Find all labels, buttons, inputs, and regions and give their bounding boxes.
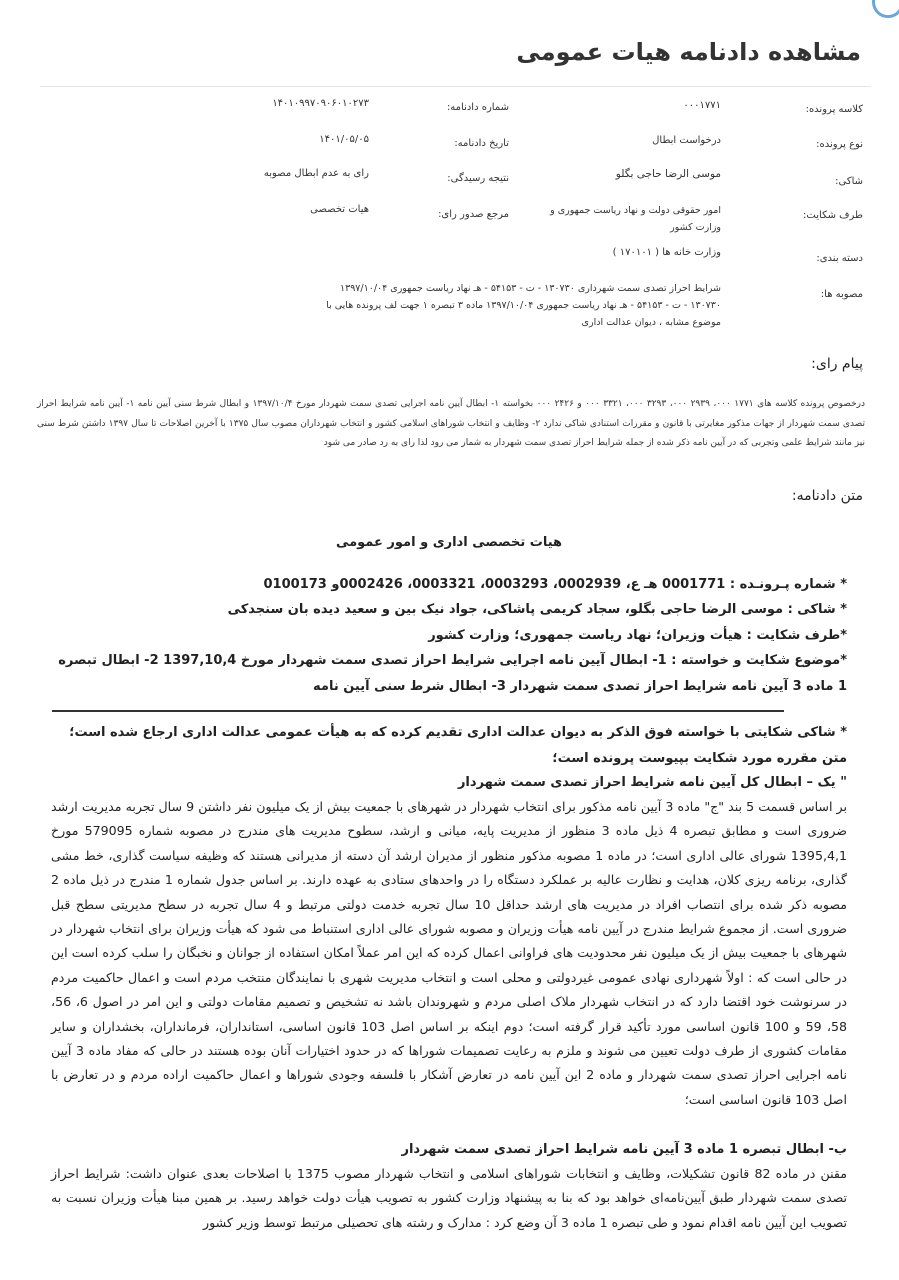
paragraph-b: مقنن در ماده 82 قانون تشکیلات، وظایف و انتخابات شوراهای اسلامی و انتخاب شهردار مصوب 1375 با اصلاحات بعدی عنوان داشت: شرایط احراز تصدی سمت شهردار طبق آیین‌نامه‌ای خواهد بود که بنا به پیشنهاد وزارت کشور به تصویب هیأت دولت خواهد رسید. بر همین مبنا هیأت وزیران نسبت به تصویب این آیین نامه اقدام نمود و طی تبصره 1 ماده 3 آن وضع کرد : مدارک و رشته های تحصیلی مرتبط توسط وزیر کشور: [51, 1166, 847, 1230]
page-title: مشاهده دادنامه هیات عمومی: [516, 38, 861, 66]
value-number: ۱۴۰۱۰۹۹۷۰۹۰۶۰۱۰۲۷۳: [272, 98, 369, 109]
value-approvals: شرایط احراز تصدی سمت شهرداری ۱۳۰۷۳۰ - ت - ۵۴۱۵۳ - هـ نهاد ریاست جمهوری ۱۳۹۷/۱۰/۰۴ ۱۳۰۷۳۰ - ت - ۵۴۱۵۳ - هـ نهاد ریاست جمهوری ۱۳۹۷/۱۰/۰۴ ماده ۳ تبصره ۱ جهت لف پرونده هایی با موضوع مشابه ، دیوان عدالت اداری: [326, 283, 721, 328]
value-category: وزارت خانه ها ( ۱۷۰۱۰۱ ): [612, 247, 721, 258]
value-date: ۱۴۰۱/۰۵/۰۵: [319, 134, 369, 145]
label-category: دسته بندی:: [816, 253, 863, 264]
defendant: *طرف شکایت : هیأت وزیران؛ نهاد ریاست جمهوری؛ وزارت کشور: [428, 628, 847, 643]
label-party: طرف شکایت:: [803, 210, 863, 221]
value-class: ۰۰۰۱۷۷۱: [683, 100, 721, 111]
intro-paragraph: * شاکی شکایتی با خواسته فوق الذکر به دیوان عدالت اداری تقدیم کرده که به هیأت عمومی عدالت اداری ارجاع شده است؛ متن مقرره مورد شکایت بپیوست پرونده است؛: [69, 725, 847, 766]
label-plaintiff: شاکی:: [835, 176, 863, 187]
heading-a: " یک – ابطال کل آیین نامه شرایط احراز تصدی سمت شهردار: [457, 775, 847, 790]
ruling-message-heading: پیام رای:: [811, 356, 863, 372]
label-ref: مرجع صدور رای:: [438, 209, 509, 220]
verdict-text-heading: متن دادنامه:: [791, 488, 863, 504]
separator-line: [52, 710, 784, 712]
label-type: نوع پرونده:: [816, 139, 863, 150]
label-class: کلاسه پرونده:: [805, 104, 863, 115]
case-numbers: * شماره پـرونـده : 0001771 هـ ع، 0002939، 0003293، 0003321، 0002426و 0100173: [263, 577, 847, 592]
plaintiffs: * شاکی : موسی الرضا حاجی بگلو، سجاد کریمی پاشاکی، جواد نیک بین و سعید دیده بان سنجدکی: [227, 602, 847, 617]
ruling-message-text: درخصوص پرونده کلاسه های ۱۷۷۱ ۰۰۰، ۲۹۳۹ ۰۰۰، ۳۲۹۳ ۰۰۰، ۳۳۲۱ ۰۰۰ و ۲۴۲۶ ۰۰۰ بخواسته ۱- ابطال آیین نامه اجرایی تصدی سمت شهردار مورخ ۱۳۹۷/۱۰/۴ و ابطال شرط سنی آیین نامه ۱- آیین نامه شرایط احراز تصدی سمت شهردار از جهات مذکور مغایرتی با قانون و مقررات استنادی شاکی ندارد ۲- وظایف و انتخاب شوراهای اسلامی کشور و انتخاب شهرداران مصوب سال ۱۳۷۵ با آخرین اصلاحات تا سال ۱۳۹۷ داشتن شرط سنی نیز مانند شرایط علمی وتجربی که در آیین نامه ذکر شده از جمله شرایط احراز تصدی سمت شهردار به شمار می رود لذا رای به رد صادر می شود: [37, 399, 866, 448]
label-date: تاریخ دادنامه:: [454, 138, 509, 149]
complaint-subject: *موضوع شکایت و خواسته : 1- ابطال آیین نامه اجرایی شرایط احراز تصدی سمت شهردار مورخ 1397,10,4 2- ابطال تبصره 1 ماده 3 آیین نامه شرایط احراز تصدی سمت شهردار 3- ابطال شرط سنی آیین نامه: [58, 653, 847, 694]
board-title: هیات تخصصی اداری و امور عمومی: [335, 535, 563, 550]
paragraph-a: بر اساس قسمت 5 بند "ج" ماده 3 آیین نامه مذکور برای انتخاب شهردار در شهرهای با جمعیت بیش از یک میلیون نفر داشتن 9 سال تجربه مدیریت ارشد ضروری است و مطابق تبصره 4 ذیل ماده 3 منظور از مدیریت پایه، میانی و ارشد، سطوح مدیریت های مندرج در مصوبه شماره 579095 مورخ 1395,4,1 شورای عالی اداری است؛ در ماده 1 مصوبه مذکور منظور از مدیران ارشد آن دسته از مدیرانی هستند که وظیفه سیاست گذاری، خط مشی گذاری، برنامه ریزی کلان، هدایت و نظارت عالیه بر عملکرد دستگاه را در واحدهای ستادی به عهده دارند. بر اساس جدول شماره 1 مندرج در ذیل ماده 2 مصوبه ذکر شده برای انتصاب افراد در مدیریت های ارشد حداقل 10 سال تجربه خدمت دولتی مرتبط و 4 سال تجربه در سطح مدیریتی سطح قبل ضروری است. از مجموع شرایط مندرج در آیین نامه هیأت وزیران و مصوبه شورای عالی اداری استنباط می شود که هیأت وزیران برای انتخاب شهردار در شهرهای با جمعیت بیش از یک میلیون نفر محدودیت های فراوانی اعمال کرده که این امر عملاً امکان استفاده از جوانان و نخبگان را سلب کرده است این در حالی است که : اولاً شهرداری نهادی عمومی غیردولتی و محلی است و انتخاب مدیریت شهری با نمایندگان منتخب مردم است و اعمال حاکمیت مردم در سرنوشت خود اقتضا دارد که در انتخاب شهردار ملاک اصلی مردم و شهروندان باشد نه تشخیص و تصمیم مقامات دولتی و این امر در اصول 6، 56، 58، 59 و 100 قانون اساسی مورد تأکید قرار گرفته است؛ دوم اینکه بر اساس اصل 103 قانون اساسی، استانداران، فرمانداران، بخشداران و سایر مقامات کشوری از طرف دولت تعیین می شوند و ملزم به رعایت تصمیمات شوراها که در حدود اختیارات آنان بوده هستند در حالی که مفاد ماده 3 آیین نامه اجرایی احراز تصدی سمت شهردار و ماده 2 این آیین نامه در تعارض آشکار با فلسفه وجودی شوراها و اعمال حاکمیت اراده مردم و در تعارض با اصل 103 قانون اساسی است؛: [51, 799, 848, 1107]
value-result: رای به عدم ابطال مصوبه: [263, 168, 369, 179]
label-approvals: مصوبه ها:: [820, 289, 863, 300]
label-number: شماره دادنامه:: [446, 102, 509, 113]
heading-b: ب- ابطال تبصره 1 ماده 3 آیین نامه شرایط احراز تصدی سمت شهردار: [401, 1142, 847, 1157]
value-type: درخواست ابطال: [652, 135, 721, 146]
value-plaintiff: موسی الرضا حاجی بگلو: [615, 168, 721, 180]
divider: [40, 86, 871, 87]
value-ref: هیات تخصصی: [310, 204, 369, 215]
help-icon[interactable]: [872, 0, 899, 18]
value-party: امور حقوقی دولت و نهاد ریاست جمهوری و وزارت کشور: [550, 205, 721, 233]
label-result: نتیجه رسیدگی:: [447, 173, 509, 184]
